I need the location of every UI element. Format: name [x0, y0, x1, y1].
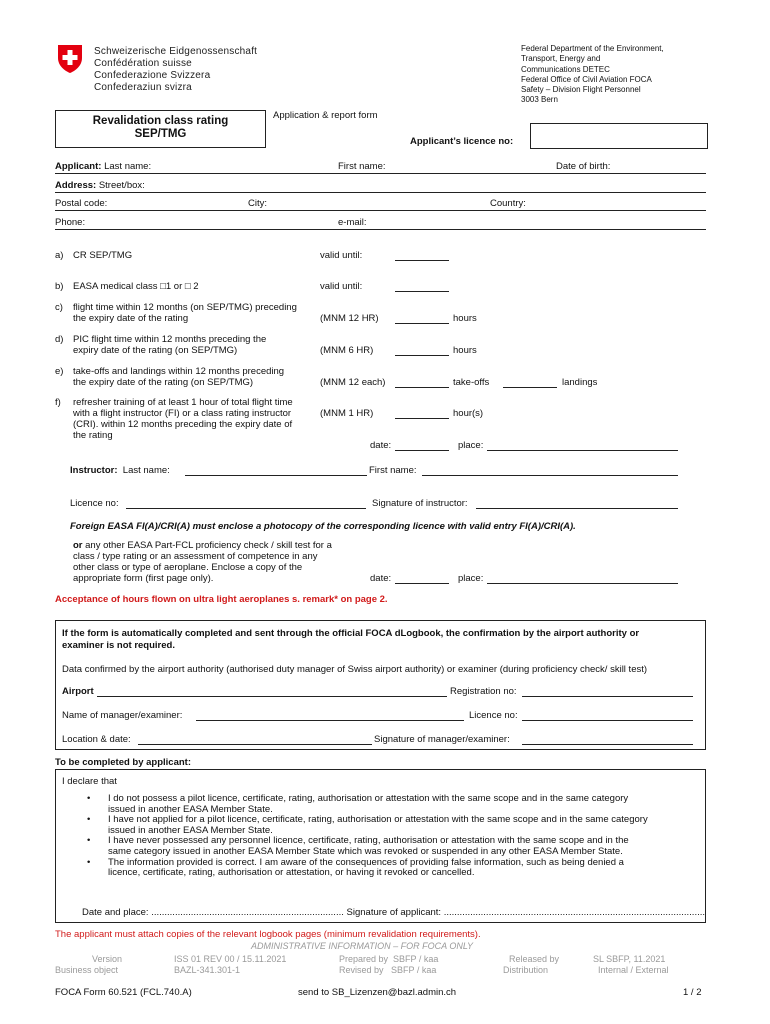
- instructor-last-name-label: Instructor: Last name:: [70, 465, 170, 476]
- page-number: 1 / 2: [683, 987, 702, 998]
- distribution-value: Internal / External: [598, 965, 669, 975]
- registration-field[interactable]: [522, 696, 693, 697]
- location-date-label: Location & date:: [62, 734, 131, 745]
- item-f-text: refresher training of at least 1 hour of total flight time with a flight instructor (FI) or a class rating instructor (CRI). within 12 months preceding the expiry date of the rating: [73, 397, 293, 441]
- revised-by: Revised by SBFP / kaa: [339, 965, 437, 975]
- address-label: Address: Street/box:: [55, 180, 145, 191]
- alt-place-field[interactable]: [487, 583, 678, 584]
- item-e-letter: e): [55, 366, 64, 377]
- alt-date-field[interactable]: [395, 583, 449, 584]
- item-a-letter: a): [55, 250, 64, 261]
- item-e-text: take-offs and landings within 12 months preceding the expiry date of the rating (on SEP/TMG): [73, 366, 285, 388]
- item-f-place-label: place:: [458, 440, 484, 451]
- dept-line: Federal Department of the Environment,: [521, 44, 664, 53]
- item-f-date-field[interactable]: [395, 450, 449, 451]
- item-c-text: flight time within 12 months (on SEP/TMG) preceding the expiry date of the rating: [73, 302, 297, 324]
- item-f-letter: f): [55, 397, 61, 408]
- alt-date-label: date:: [370, 573, 392, 584]
- alt-place-label: place:: [458, 573, 484, 584]
- applicant-last-name-label: Applicant: Last name:: [55, 161, 152, 172]
- manager-name-label: Name of manager/examiner:: [62, 710, 183, 721]
- released-by-value: SL SBFP, 11.2021: [593, 954, 666, 964]
- distribution-label: Distribution: [503, 965, 549, 975]
- manager-signature-field[interactable]: [522, 744, 693, 745]
- declaration-intro: I declare that: [62, 776, 117, 787]
- form-subtitle: Application & report form: [273, 110, 378, 121]
- manager-name-field[interactable]: [196, 720, 464, 721]
- org-name-fr: Confédération suisse: [94, 58, 192, 69]
- declaration-bullet: • The information provided is correct. I am aware of the consequences of providing false information, such as being denied a licence, certificate, rating, authorisation or attestation, or having it revoked or cancelled.: [87, 856, 624, 879]
- org-name-rm: Confederaziun svizra: [94, 82, 192, 93]
- released-by-label: Released by: [509, 954, 560, 964]
- form-title: Revalidation class rating: [92, 115, 229, 127]
- licence-no-field[interactable]: [530, 123, 708, 149]
- row-line[interactable]: [55, 210, 706, 211]
- item-b-letter: b): [55, 281, 64, 292]
- foreign-instructor-note: Foreign EASA FI(A)/CRI(A) must enclose a photocopy of the corresponding licence with valid entry FI(A)/CRI(A).: [70, 521, 576, 532]
- item-e-unit-takeoffs: take-offs: [453, 377, 490, 388]
- row-line[interactable]: [55, 192, 706, 193]
- alternative-check-text: or any other EASA Part-FCL proficiency check / skill test for a class / type rating or an assessment of competence in any other class or type of aeroplane. Enclose a copy of the appropriate form (first page only).: [73, 540, 332, 584]
- instructor-last-name-field[interactable]: [185, 475, 367, 476]
- manager-licence-label: Licence no:: [469, 710, 518, 721]
- swiss-coat-of-arms: [57, 44, 83, 74]
- applicant-signature-field[interactable]: ...................................................................................................: [443, 907, 706, 918]
- country-label: Country:: [490, 198, 526, 209]
- registration-label: Registration no:: [450, 686, 517, 697]
- location-date-field[interactable]: [138, 744, 372, 745]
- declaration-bullets: [87, 794, 648, 879]
- item-e-takeoffs-field[interactable]: [395, 387, 449, 388]
- item-a-valid-label: valid until:: [320, 250, 363, 261]
- item-d-letter: d): [55, 334, 64, 345]
- admin-info-heading: ADMINISTRATIVE INFORMATION – FOR FOCA ONLY: [251, 941, 474, 951]
- instructor-signature-label: Signature of instructor:: [372, 498, 468, 509]
- manager-licence-field[interactable]: [522, 720, 693, 721]
- city-label: City:: [248, 198, 267, 209]
- row-line[interactable]: [55, 229, 706, 230]
- business-object-label: Business object: [55, 965, 119, 975]
- dob-label: Date of birth:: [556, 161, 611, 172]
- dept-line: Safety – Division Flight Personnel: [521, 85, 641, 95]
- instructor-first-name-field[interactable]: [422, 475, 678, 476]
- item-c-unit: hours: [453, 313, 477, 324]
- declaration-bullet: • I do not possess a pilot licence, certificate, rating, authorisation or attestation with the same scope and in the same category issued in another EASA Member State.: [87, 793, 629, 815]
- dept-line: 3003 Bern: [521, 95, 558, 105]
- business-object-value: BAZL-341.301-1: [174, 965, 241, 975]
- instructor-signature-field[interactable]: [476, 508, 678, 509]
- form-title-sub: SEP/TMG: [134, 128, 187, 140]
- prepared-by: Prepared by SBFP / kaa: [339, 954, 439, 964]
- item-a-valid-field[interactable]: [395, 260, 449, 261]
- dept-line: Communications DETEC: [521, 64, 610, 74]
- licence-no-label: Applicant’s licence no:: [410, 136, 514, 147]
- form-number: FOCA Form 60.521 (FCL.740.A): [55, 987, 192, 998]
- item-b-valid-label: valid until:: [320, 281, 363, 292]
- item-a-text: CR SEP/TMG: [73, 250, 133, 261]
- form-title-box: [55, 110, 266, 148]
- applicant-date-place: Date and place: ......................................................................... Signature of applicant: ...................................................................................................: [82, 907, 706, 918]
- item-f-date-label: date:: [370, 440, 392, 451]
- version-value: ISS 01 REV 00 / 15.11.2021: [174, 954, 287, 964]
- send-to-address: send to SB_Lizenzen@bazl.admin.ch: [298, 987, 457, 998]
- item-b-text: EASA medical class □1 or □ 2: [73, 281, 199, 292]
- item-e-unit-landings: landings: [562, 377, 598, 388]
- swiss-shield-icon: [57, 44, 83, 74]
- phone-label: Phone:: [55, 217, 86, 228]
- item-d-hours-field[interactable]: [395, 355, 449, 356]
- item-f-hours-field[interactable]: [395, 418, 449, 419]
- first-name-label: First name:: [338, 161, 386, 172]
- postal-code-label: Postal code:: [55, 198, 108, 209]
- department-block: [521, 44, 664, 106]
- authority-confirm-text: Data confirmed by the airport authority (authorised duty manager of Swiss airport authority) or examiner (during proficiency check/ skill test): [62, 664, 648, 675]
- logbook-attach-note: The applicant must attach copies of the relevant logbook pages (minimum revalidation requirements).: [55, 929, 481, 940]
- manager-signature-label: Signature of manager/examiner:: [374, 734, 510, 745]
- dept-line: Federal Office of Civil Aviation FOCA: [521, 74, 652, 84]
- item-f-place-field[interactable]: [487, 450, 678, 451]
- org-names: [94, 46, 257, 94]
- declaration-bullet: • I have not applied for a pilot licence, certificate, rating, authorisation or attestation with the same scope and in the same category issued in another EASA Member State.: [87, 814, 648, 836]
- airport-field[interactable]: [97, 696, 447, 697]
- item-d-minimum: (MNM 6 HR): [320, 345, 374, 356]
- org-name-de: Schweizerische Eidgenossenschaft: [94, 46, 258, 57]
- item-e-minimum: (MNM 12 each): [320, 377, 386, 388]
- declaration-bullet: • I have never possessed any personnel licence, certificate, rating, authorisation or attestation with the same scope and in the same category issued in another EASA Member State which was revoked or suspended in any other EASA Member State.: [87, 835, 629, 857]
- instructor-licence-label: Licence no:: [70, 498, 119, 509]
- email-label: e-mail:: [338, 217, 367, 228]
- item-b-valid-field[interactable]: [395, 291, 449, 292]
- item-f-unit: hour(s): [453, 408, 484, 419]
- dept-line: Transport, Energy and: [521, 54, 601, 64]
- ultralight-remark: Acceptance of hours flown on ultra light aeroplanes s. remark* on page 2.: [55, 594, 388, 605]
- version-label: Version: [92, 954, 123, 964]
- item-f-minimum: (MNM 1 HR): [320, 408, 374, 419]
- instructor-first-name-label: First name:: [369, 465, 417, 476]
- instructor-licence-field[interactable]: [126, 508, 366, 509]
- item-c-hours-field[interactable]: [395, 323, 449, 324]
- declaration-heading: To be completed by applicant:: [55, 757, 192, 768]
- airport-label: Airport: [62, 686, 94, 697]
- item-c-letter: c): [55, 302, 63, 313]
- item-d-text: PIC flight time within 12 months preceding the expiry date of the rating (on SEP/TMG): [73, 334, 267, 356]
- item-e-landings-field[interactable]: [503, 387, 557, 388]
- row-line[interactable]: [55, 173, 706, 174]
- org-name-it: Confederazione Svizzera: [94, 70, 211, 81]
- dlogbook-note: If the form is automatically completed and sent through the official FOCA dLogbook, the confirmation by the airport authority or examiner is not required.: [62, 628, 640, 651]
- item-d-unit: hours: [453, 345, 477, 356]
- applicant-date-place-field[interactable]: .........................................................................: [151, 907, 344, 918]
- item-c-minimum: (MNM 12 HR): [320, 313, 379, 324]
